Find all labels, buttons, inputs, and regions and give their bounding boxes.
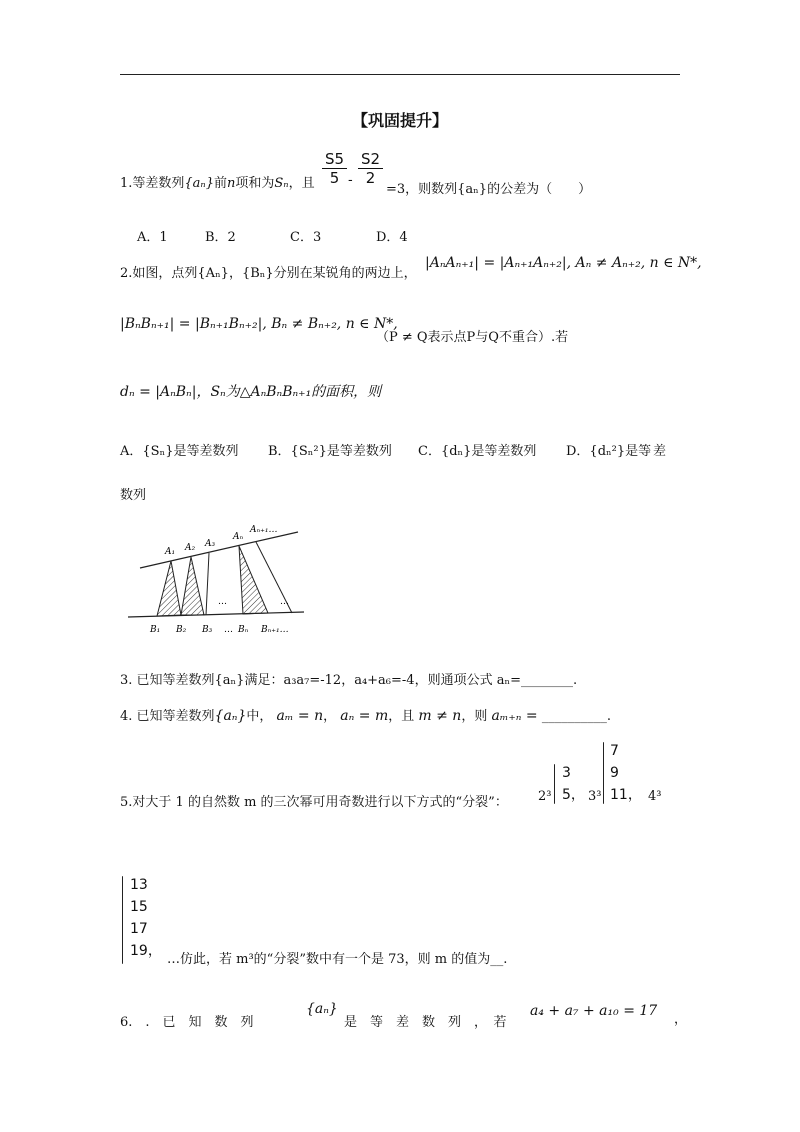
q5-stack-4 <box>130 874 162 962</box>
q5-base-4: 4³ <box>648 789 662 804</box>
q5-brace-3 <box>603 742 604 804</box>
q5-stack4-item: 19， <box>130 943 162 959</box>
q1-fraction-s5 <box>322 150 347 187</box>
q1-mid2: 项和为 <box>235 176 275 191</box>
header-rule <box>120 74 680 75</box>
q4-blank: __________. <box>541 709 611 724</box>
q2-option-b: B．{Sₙ²}是等差数列 <box>268 444 392 459</box>
q1-mid: 前 <box>213 176 227 191</box>
q5-brace-2 <box>554 764 555 804</box>
q5-stack-3 <box>610 740 642 806</box>
q1-Sn: Sₙ <box>274 176 289 191</box>
fig-label-dots: … <box>224 625 233 635</box>
fig-label-b3: B₃ <box>202 625 213 635</box>
fig-label-an: Aₙ <box>233 532 244 542</box>
q5-stack2-item: 5， <box>562 787 585 803</box>
q1-mid3: ，且 <box>288 176 315 191</box>
q2-option-a: A．{Sₙ}是等差数列 <box>120 444 239 459</box>
fig-label-b2: B₂ <box>176 625 187 635</box>
q4-text3: ，且 <box>388 709 415 724</box>
q1-option-d: D．4 <box>376 230 408 245</box>
fig-dots-middle: … <box>218 597 227 607</box>
q6-text: 6. . 已 知 数 列 <box>120 1015 254 1030</box>
frac2-den: 2 <box>365 169 376 187</box>
question-4 <box>120 705 611 724</box>
q2-line1-math: |AₙAₙ₊₁| = |Aₙ₊₁Aₙ₊₂|, Aₙ ≠ Aₙ₊₂, n ∈ N*, <box>425 255 702 271</box>
fig-label-bn: Bₙ <box>238 625 249 635</box>
q4-m2: aₙ = m <box>340 708 389 724</box>
q2-line2-note: （P ≠ Q表示点P与Q不重合）.若 <box>376 330 569 345</box>
q5-stack2-item: 3 <box>562 765 571 781</box>
q6-text2: 是 等 差 数 列 ， 若 <box>344 1015 507 1030</box>
q2-option-d: D．{dₙ²}是等 <box>566 444 652 459</box>
q6-end: ， <box>674 1012 688 1027</box>
q4-m3: m ≠ n <box>418 708 462 724</box>
q5-stack4-item: 17 <box>130 921 148 937</box>
q5-text: 5.对大于 1 的自然数 m 的三次幂可用奇数进行以下方式的“分裂”： <box>120 795 508 810</box>
q1-option-c: C．3 <box>290 230 322 245</box>
q4-text4: ，则 <box>461 709 488 724</box>
q2-option-c: C．{dₙ}是等差数列 <box>418 444 537 459</box>
q6-math: a₄ + a₇ + a₁₀ = 17 <box>530 1003 658 1019</box>
q4-m1: aₘ = n <box>276 708 324 724</box>
q5-base-2: 2³ <box>538 789 552 804</box>
fig-label-b1: B₁ <box>150 625 161 635</box>
q5-stack4-item: 13 <box>130 877 148 893</box>
q2-option-d-tail: 差 <box>653 444 667 459</box>
fig-dots-right: … <box>280 597 289 607</box>
fig-label-a3: A₃ <box>205 539 216 549</box>
q1-n: n <box>226 176 236 191</box>
question-1 <box>120 172 315 191</box>
q5-stack-2 <box>562 762 585 806</box>
q2-line1-text: 2.如图，点列{Aₙ}，{Bₙ}分别在某锐角的两边上， <box>120 266 417 281</box>
fig-label-bn1: Bₙ₊₁… <box>261 625 289 635</box>
q5-stack3-item: 7 <box>610 743 619 759</box>
question-3: 3. 已知等差数列{aₙ}满足：a₃a₇=-12，a₄+a₆=-4，则通项公式 aₙ=________. <box>120 673 578 688</box>
q1-minus: - <box>348 173 353 188</box>
q5-base-3: 3³ <box>588 789 602 804</box>
q1-option-a: A．1 <box>137 230 168 245</box>
q6-seq: {aₙ} <box>306 1001 338 1017</box>
q1-tail: =3，则数列{aₙ}的公差为（ ） <box>386 182 592 197</box>
frac1-num: S5 <box>322 150 347 169</box>
q4-sep: ， <box>323 709 337 724</box>
q2-line3-math: dₙ = |AₙBₙ|，Sₙ为△AₙBₙBₙ₊₁的面积，则 <box>120 384 382 400</box>
section-title: 【巩固提升】 <box>351 111 448 130</box>
fig-label-a1: A₁ <box>165 547 176 557</box>
q2-line2-math: |BₙBₙ₊₁| = |Bₙ₊₁Bₙ₊₂|, Bₙ ≠ Bₙ₊₂, n ∈ N*, <box>120 316 398 332</box>
frac1-den: 5 <box>329 169 340 187</box>
q1-fraction-s2 <box>358 150 383 187</box>
geometry-figure <box>120 516 310 642</box>
q4-m4: aₘ₊ₙ = <box>491 708 538 724</box>
fig-label-an1: Aₙ₊₁… <box>250 525 278 535</box>
q5-stack4-item: 15 <box>130 899 148 915</box>
fig-label-a2: A₂ <box>185 543 196 553</box>
frac2-num: S2 <box>358 150 383 169</box>
q5-stack3-item: 11， <box>610 787 642 803</box>
q5-brace-4 <box>122 876 123 964</box>
q1-prefix: 1.等差数列 <box>120 176 185 191</box>
q5-tail: …仿此，若 m³的“分裂”数中有一个是 73，则 m 的值为__. <box>167 952 508 967</box>
q2-option-d-wrap: 数列 <box>120 488 147 503</box>
q4-text2: 中， <box>246 709 273 724</box>
q4-text1: 4. 已知等差数列 <box>120 709 215 724</box>
q4-seq: {aₙ} <box>214 708 247 724</box>
q1-seq: {aₙ} <box>184 176 214 191</box>
q5-stack3-item: 9 <box>610 765 619 781</box>
q1-option-b: B．2 <box>205 230 236 245</box>
question-6 <box>120 1011 254 1030</box>
